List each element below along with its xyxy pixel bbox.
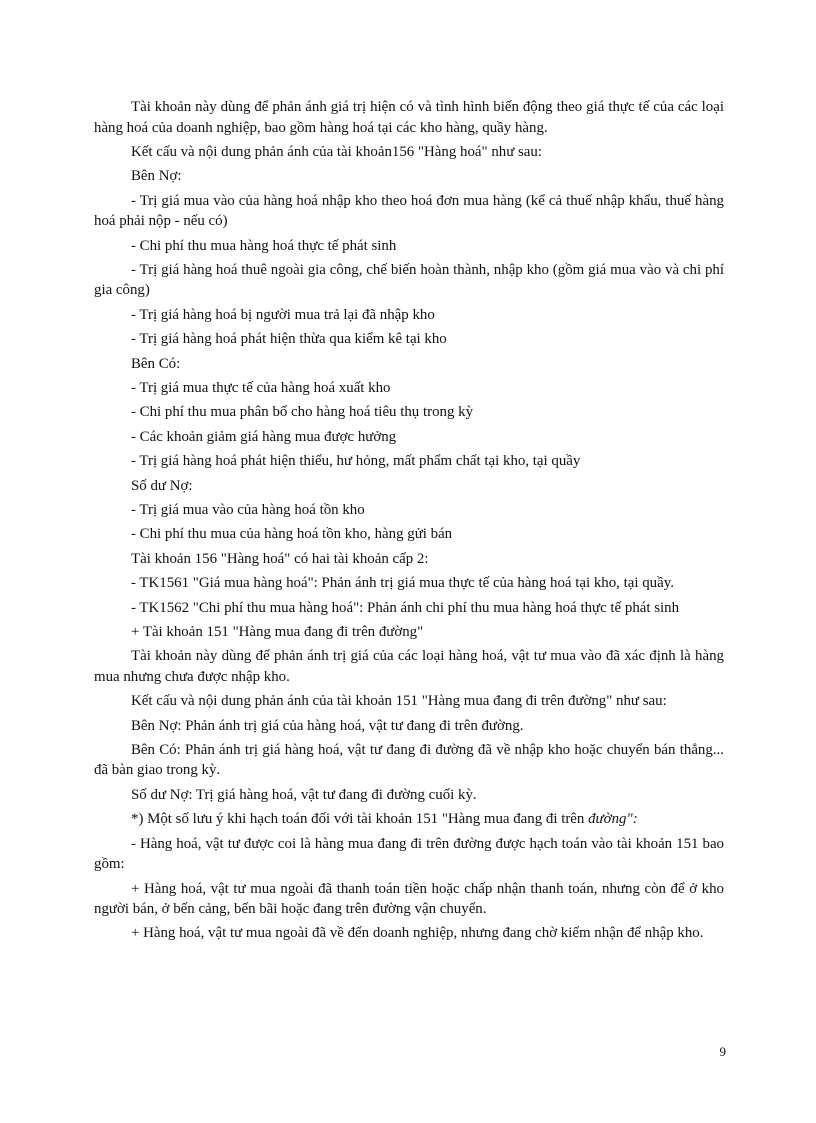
list-item: - TK1561 "Giá mua hàng hoá": Phản ánh trị giá mua thực tế của hàng hoá tại kho, tại quầy. [131, 575, 674, 592]
notes-heading-text: *) Một số lưu ý khi hạch toán đối với tài khoản 151 "Hàng mua đang đi trên [131, 811, 589, 828]
list-item: - Hàng hoá, vật tư được coi là hàng mua đang đi trên đường được hạch toán vào tài khoản 151 bao gồm: [94, 835, 724, 873]
paragraph-151-notes-heading [94, 809, 724, 830]
paragraph-structure-151: Kết cấu và nội dung phản ánh của tài khoản 151 "Hàng mua đang đi trên đường" như sau: [131, 693, 667, 710]
document-body [94, 97, 724, 948]
paragraph-151-balance: Số dư Nợ: Trị giá hàng hoá, vật tư đang đi đường cuối kỳ. [131, 786, 477, 803]
list-item: - Trị giá mua vào của hàng hoá nhập kho theo hoá đơn mua hàng (kể cả thuế nhập khẩu, thuế hàng hoá phải nộp - nếu có) [94, 192, 724, 230]
list-item: - Trị giá hàng hoá phát hiện thiếu, hư hỏng, mất phẩm chất tại kho, tại quầy [131, 453, 581, 470]
heading-debit-balance: Số dư Nợ: [131, 477, 193, 494]
list-item: - Trị giá hàng hoá bị người mua trả lại đã nhập kho [131, 306, 435, 323]
list-item: - Trị giá mua vào của hàng hoá tồn kho [131, 501, 365, 518]
notes-heading-italic: đường": [588, 811, 638, 828]
list-item: - Trị giá hàng hoá thuê ngoài gia công, chế biến hoàn thành, nhập kho (gồm giá mua vào và chi phí gia công) [94, 261, 724, 299]
list-item: - Chi phí thu mua phân bổ cho hàng hoá tiêu thụ trong kỳ [131, 404, 474, 421]
list-item: - Chi phí thu mua của hàng hoá tồn kho, hàng gửi bán [131, 526, 453, 543]
list-item: - Trị giá hàng hoá phát hiện thừa qua kiểm kê tại kho [131, 331, 447, 348]
paragraph-account-purpose: Tài khoản này dùng để phản ánh giá trị hiện có và tình hình biến động theo giá thực tế của các loại hàng hoá của doanh nghiệp, bao gồm hàng hoá tại các kho hàng, quầy hàng. [94, 99, 724, 136]
heading-account-151: + Tài khoản 151 "Hàng mua đang đi trên đường" [131, 623, 424, 640]
paragraph-structure-156: Kết cấu và nội dung phản ánh của tài khoản156 "Hàng hoá" như sau: [131, 143, 542, 160]
list-item: + Hàng hoá, vật tư mua ngoài đã thanh toán tiền hoặc chấp nhận thanh toán, nhưng còn để ở kho người bán, ở bến cảng, bến bãi hoặc đang trên đường vận chuyển. [94, 880, 724, 918]
paragraph-151-debit: Bên Nợ: Phản ánh trị giá của hàng hoá, vật tư đang đi trên đường. [131, 717, 524, 734]
list-item: + Hàng hoá, vật tư mua ngoài đã về đến doanh nghiệp, nhưng đang chờ kiểm nhận để nhập kho. [131, 925, 704, 942]
paragraph-151-credit: Bên Có: Phản ánh trị giá hàng hoá, vật tư đang đi đường đã về nhập kho hoặc chuyển bán thẳng... đã bàn giao trong kỳ. [94, 741, 724, 779]
heading-credit-side: Bên Có: [131, 355, 181, 372]
list-item: - Trị giá mua thực tế của hàng hoá xuất kho [131, 380, 391, 397]
list-item: - Các khoản giảm giá hàng mua được hưởng [131, 428, 397, 445]
paragraph-account-151-purpose: Tài khoản này dùng để phản ánh trị giá của các loại hàng hoá, vật tư mua vào đã xác định là hàng mua nhưng chưa được nhập kho. [94, 648, 724, 685]
list-item: - TK1562 "Chi phí thu mua hàng hoá": Phản ánh chi phí thu mua hàng hoá thực tế phát sinh [131, 599, 680, 616]
list-item: - Chi phí thu mua hàng hoá thực tế phát sinh [131, 237, 397, 254]
page-number: 9 [719, 1044, 726, 1059]
paragraph-sub-accounts: Tài khoản 156 "Hàng hoá" có hai tài khoản cấp 2: [131, 550, 429, 567]
heading-debit-side: Bên Nợ: [131, 168, 182, 185]
